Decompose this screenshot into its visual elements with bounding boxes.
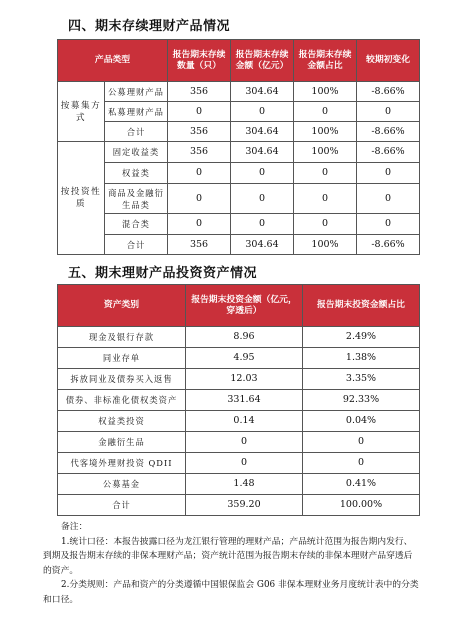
table-row [58,142,420,163]
row-name: 现金及银行存款 [58,327,186,348]
row-name: 合计 [105,235,168,255]
cell-amount: 0 [231,214,294,235]
cell-count: 0 [168,214,231,235]
cell-amount: 0 [231,184,294,214]
row-name: 合计 [105,122,168,142]
table-row [58,369,420,390]
row-name: 同业存单 [58,348,186,369]
cell-share: 100% [294,235,357,255]
cell-share: 100% [294,142,357,163]
table-row [58,102,420,122]
row-name: 混合类 [105,214,168,235]
table-row-total [58,495,420,516]
cell-share: 100% [294,82,357,102]
cell-amount: 304.64 [231,142,294,163]
table-row [58,163,420,184]
cell-change: -8.66% [357,235,420,255]
outstanding-products-table [57,39,420,255]
row-name: 代客境外理财投资 QDII [58,453,186,474]
cell-amount: 331.64 [186,390,303,411]
cell-change: -8.66% [357,122,420,142]
row-name: 公募理财产品 [105,82,168,102]
row-name: 商品及金融衍生品类 [105,184,168,214]
cell-share: 0 [294,102,357,122]
cell-share: 0.41% [303,474,420,495]
notes [43,520,421,607]
cell-count: 356 [168,82,231,102]
table-row [58,348,420,369]
cell-share: 0 [294,184,357,214]
section5-title: 五、期末理财产品投资资产情况 [68,266,258,281]
table-row [58,82,420,102]
cell-change: 0 [357,214,420,235]
table-row-total [58,235,420,255]
header-share: 报告期末存续金额占比 [294,40,357,82]
row-name: 固定收益类 [105,142,168,163]
notes-heading: 备注： [61,522,88,532]
cell-share: 3.35% [303,369,420,390]
table-row [58,453,420,474]
header-count: 报告期末存续数量（只） [168,40,231,82]
header-product-type: 产品类型 [58,40,168,82]
cell-amount: 12.03 [186,369,303,390]
cell-amount: 304.64 [231,82,294,102]
cell-count: 0 [168,184,231,214]
table-row-total [58,122,420,142]
cell-share: 92.33% [303,390,420,411]
group-label-fundraising: 按募集方式 [58,82,105,142]
cell-amount: 1.48 [186,474,303,495]
table-row [58,184,420,214]
cell-share: 0 [294,214,357,235]
cell-amount: 359.20 [186,495,303,516]
cell-amount: 0 [186,453,303,474]
table-row [58,390,420,411]
cell-share: 0 [303,432,420,453]
cell-share: 100% [294,122,357,142]
table-row [58,327,420,348]
table-row [58,214,420,235]
row-name: 债券、非标准化债权类资产 [58,390,186,411]
cell-amount: 0 [186,432,303,453]
cell-change: -8.66% [357,82,420,102]
cell-change: -8.66% [357,142,420,163]
group-label-investment: 按投资性质 [58,142,105,255]
table-row [58,411,420,432]
cell-amount: 4.95 [186,348,303,369]
row-name: 私募理财产品 [105,102,168,122]
cell-amount: 0 [231,163,294,184]
cell-share: 100.00% [303,495,420,516]
investment-assets-table [57,284,420,516]
cell-amount: 8.96 [186,327,303,348]
header-change: 较期初变化 [357,40,420,82]
cell-change: 0 [357,163,420,184]
table-row [58,432,420,453]
cell-count: 356 [168,142,231,163]
row-name: 金融衍生品 [58,432,186,453]
note-item-1: 1.统计口径：本报告披露口径为龙江银行管理的理财产品；产品统计范围为报告期内发行、到期及报告期末存续的非保本理财产品；资产统计范围为报告期末存续的非保本理财产品穿透后的资产。 [43,536,413,576]
cell-share: 0.04% [303,411,420,432]
cell-change: 0 [357,184,420,214]
row-name: 拆放同业及债券买入返售 [58,369,186,390]
row-name: 公募基金 [58,474,186,495]
table-row [58,474,420,495]
cell-share: 0 [303,453,420,474]
cell-count: 356 [168,122,231,142]
row-name: 权益类投资 [58,411,186,432]
header-invest-share: 报告期末投资金额占比 [303,285,420,327]
cell-change: 0 [357,102,420,122]
row-name: 权益类 [105,163,168,184]
cell-count: 0 [168,163,231,184]
cell-count: 356 [168,235,231,255]
note-item-2: 2.分类规则：产品和资产的分类遵循中国银保监会 G06 非保本理财业务月度统计表中的分类和口径。 [43,580,419,605]
cell-amount: 304.64 [231,235,294,255]
header-invest-amount: 报告期末投资金额（亿元，穿透后） [186,285,303,327]
section4-title: 四、期末存续理财产品情况 [68,19,231,34]
cell-share: 0 [294,163,357,184]
cell-share: 1.38% [303,348,420,369]
header-amount: 报告期末存续金额（亿元） [231,40,294,82]
cell-amount: 0.14 [186,411,303,432]
cell-count: 0 [168,102,231,122]
row-name: 合计 [58,495,186,516]
cell-amount: 304.64 [231,122,294,142]
header-asset-type: 资产类别 [58,285,186,327]
cell-amount: 0 [231,102,294,122]
cell-share: 2.49% [303,327,420,348]
